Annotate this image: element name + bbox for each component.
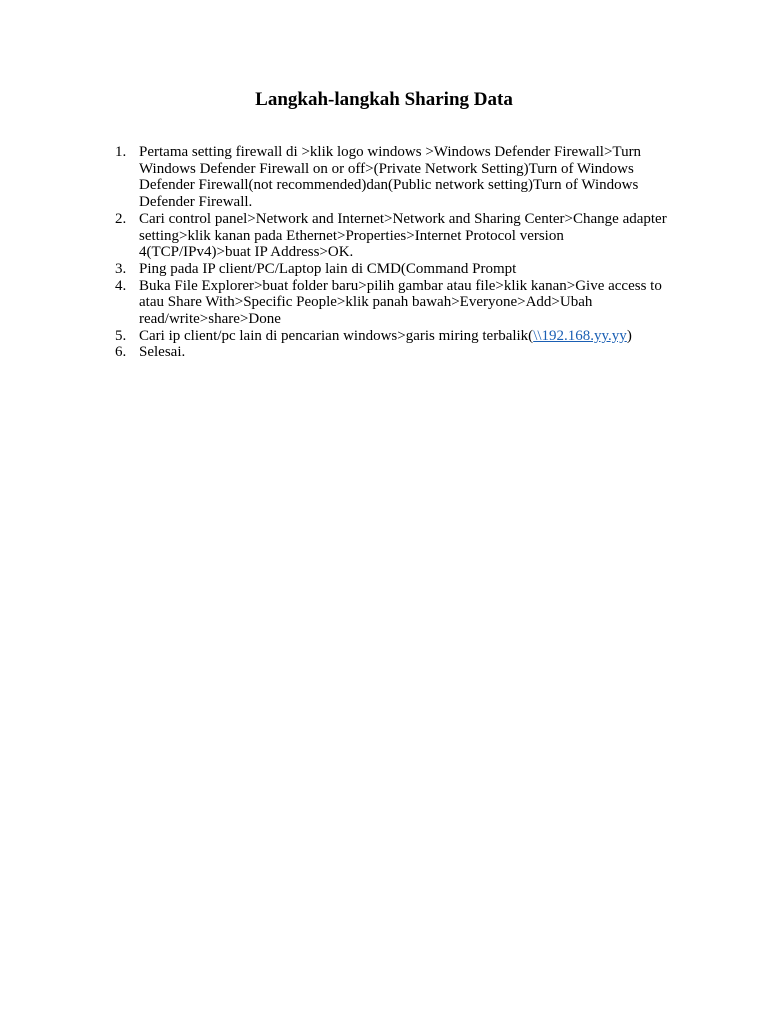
list-item-number: 4. <box>115 277 127 294</box>
list-item-number: 6. <box>115 344 127 361</box>
list-item-number: 3. <box>115 260 127 277</box>
list-item <box>115 327 669 345</box>
list-item-text: Selesai. <box>139 344 186 361</box>
list-item-number: 1. <box>115 144 127 160</box>
list-item-number: 5. <box>115 327 127 344</box>
list-item-text: Cari control panel>Network and Internet>Network and Sharing Center>Change adapter setting>klik kanan pada Ethernet>Properties>Internet Protocol version 4(TCP/IPv4)>buat IP Address>OK. <box>139 210 667 261</box>
list-item <box>115 260 669 278</box>
list-item <box>115 210 669 261</box>
network-path-link[interactable]: \\192.168.yy.yy <box>533 327 627 344</box>
list-item-text: Pertama setting firewall di >klik logo windows >Windows Defender Firewall>Turn Windows Defender Firewall on or off>(Private Network Setting)Turn of Windows Defender Firewall(not recommended)dan(Public network setting)Turn of Windows Defender Firewall. <box>139 144 642 211</box>
list-item <box>115 277 669 328</box>
steps-list <box>115 144 669 361</box>
list-item <box>115 344 669 361</box>
list-item-text-before: Cari ip client/pc lain di pencarian windows>garis miring terbalik( <box>139 327 534 344</box>
list-item-number: 2. <box>115 210 127 227</box>
list-item-text: Buka File Explorer>buat folder baru>pilih gambar atau file>klik kanan>Give access to atau Share With>Specific People>klik panah bawah>Everyone>Add>Ubah read/write>share>Done <box>139 277 662 328</box>
list-item <box>115 144 669 211</box>
document-title: Langkah-langkah Sharing Data <box>255 89 513 110</box>
list-item-text: Ping pada IP client/PC/Laptop lain di CMD(Command Prompt <box>139 260 517 277</box>
list-item-text-after: ) <box>626 327 632 344</box>
